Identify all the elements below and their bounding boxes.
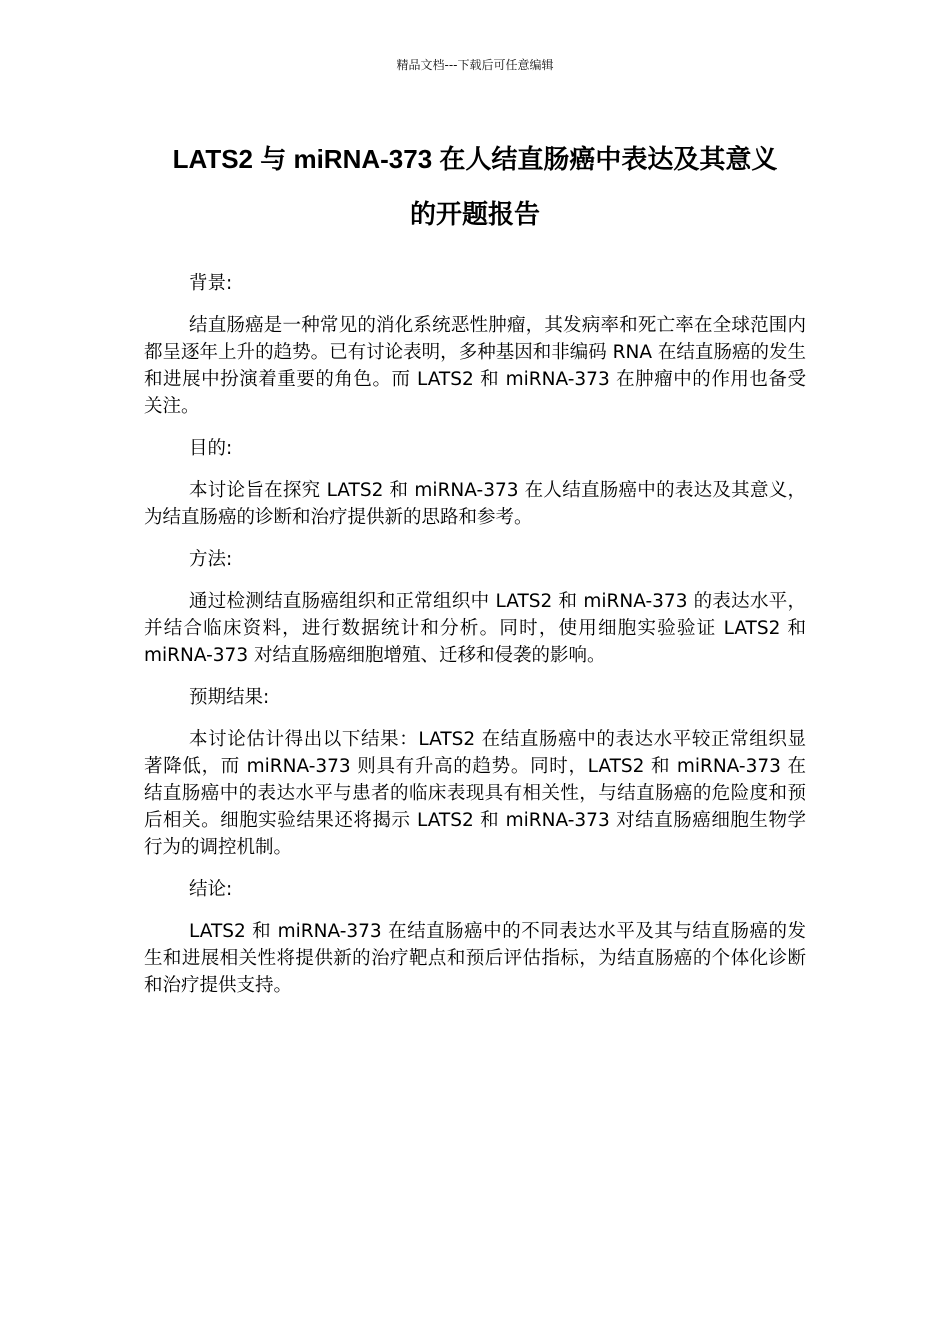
section-heading-expected-results: 预期结果:	[189, 687, 270, 708]
section-heading-conclusion: 结论:	[189, 879, 233, 900]
document-title-line-1: LATS2 与 miRNA-373 在人结直肠癌中表达及其意义	[172, 144, 778, 174]
section-heading-objective: 目的:	[189, 438, 233, 459]
document-title	[125, 132, 825, 242]
document-title-line-2: 的开题报告	[409, 199, 540, 229]
section-body-objective: 本讨论旨在探究 LATS2 和 miRNA-373 在人结直肠癌中的表达及其意义，为结直肠癌的诊断和治疗提供新的思路和参考。	[144, 480, 806, 528]
section-heading-background: 背景:	[189, 273, 233, 294]
section-body-expected-results: 本讨论估计得出以下结果：LATS2 在结直肠癌中的表达水平较正常组织显著降低，而 miRNA-373 则具有升高的趋势。同时，LATS2 和 miRNA-373 在结直肠癌中的表达水平与患者的临床表现具有相关性，与结直肠癌的危险度和预后相关。细胞实验结果还将揭示 LATS2 和 miRNA-373 对结直肠癌细胞生物学行为的调控机制。	[144, 729, 806, 858]
section-body-background: 结直肠癌是一种常见的消化系统恶性肿瘤，其发病率和死亡率在全球范围内都呈逐年上升的趋势。已有讨论表明，多种基因和非编码 RNA 在结直肠癌的发生和进展中扮演着重要的角色。而 LATS2 和 miRNA-373 在肿瘤中的作用也备受关注。	[144, 315, 806, 417]
section-heading-methods: 方法:	[189, 549, 233, 570]
section-body-conclusion: LATS2 和 miRNA-373 在结直肠癌中的不同表达水平及其与结直肠癌的发生和进展相关性将提供新的治疗靶点和预后评估指标，为结直肠癌的个体化诊断和治疗提供支持。	[144, 921, 806, 996]
document-body	[144, 270, 806, 999]
header-note: 精品文档---下载后可任意编辑	[396, 58, 554, 72]
section-body-methods: 通过检测结直肠癌组织和正常组织中 LATS2 和 miRNA-373 的表达水平，并结合临床资料，进行数据统计和分析。同时，使用细胞实验验证 LATS2 和 miRNA-373 对结直肠癌细胞增殖、迁移和侵袭的影响。	[144, 591, 806, 666]
